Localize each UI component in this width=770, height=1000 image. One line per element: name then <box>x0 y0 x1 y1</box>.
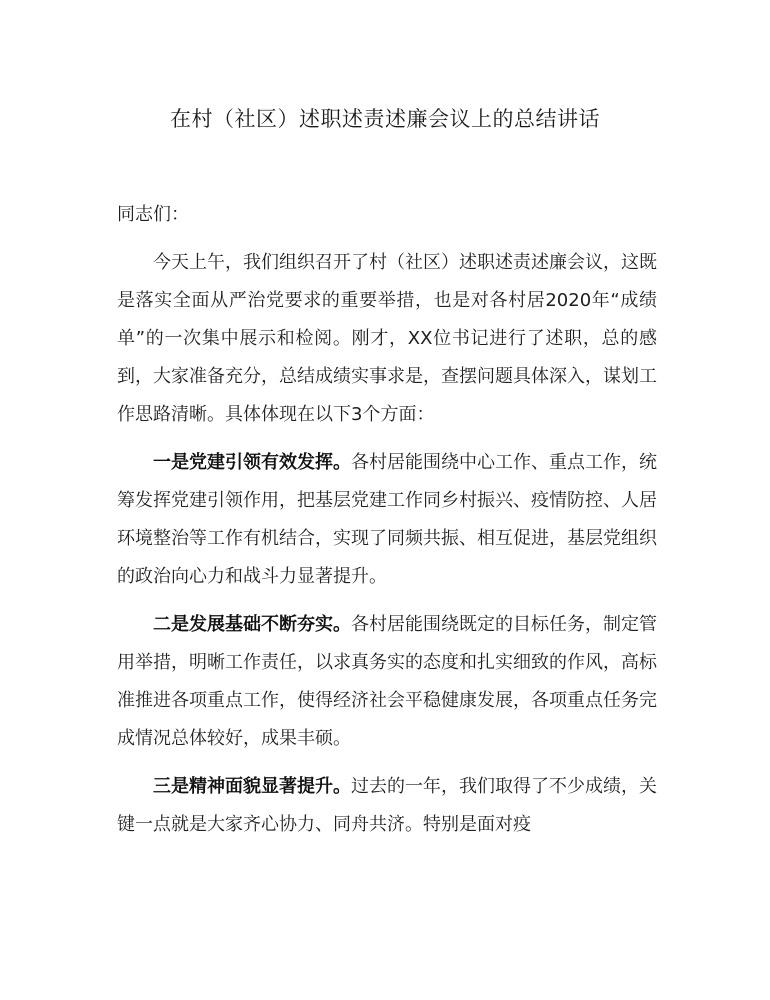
paragraph-text: 过去的一年，我们取得了不少成绩，关键一点就是大家齐心协力、同舟共济。特别是面对疫 <box>117 776 657 835</box>
paragraph-lead: 一是党建引领有效发挥。 <box>153 452 351 473</box>
document-body <box>117 196 657 844</box>
document-title: 在村（社区）述职述责述廉会议上的总结讲话 <box>170 107 600 131</box>
paragraph-point-two <box>117 606 657 758</box>
paragraph-point-three <box>117 768 657 844</box>
salutation: 同志们： <box>117 204 189 225</box>
paragraph-text: 各村居能围绕中心工作、重点工作，统筹发挥党建引领作用，把基层党建工作同乡村振兴、疫情防控、人居环境整治等工作有机结合，实现了同频共振、相互促进，基层党组织的政治向心力和战斗力显著提升。 <box>117 452 657 587</box>
paragraph-text: 今天上午，我们组织召开了村（社区）述职述责述廉会议，这既是落实全面从严治党要求的重要举措，也是对各村居2020年“成绩单”的一次集中展示和检阅。刚才，XX位书记进行了述职，总的感到，大家准备充分，总结成绩实事求是，查摆问题具体深入，谋划工作思路清晰。具体体现在以下3个方面： <box>117 252 657 425</box>
paragraph-lead: 二是发展基础不断夯实。 <box>153 614 351 635</box>
paragraph-intro <box>117 244 657 434</box>
paragraph-text: 各村居能围绕既定的目标任务，制定管用举措，明晰工作责任，以求真务实的态度和扎实细致的作风，高标准推进各项重点工作，使得经济社会平稳健康发展，各项重点任务完成情况总体较好，成果丰硕。 <box>117 614 657 749</box>
paragraph-point-one <box>117 444 657 596</box>
paragraph-lead: 三是精神面貌显著提升。 <box>153 776 351 797</box>
